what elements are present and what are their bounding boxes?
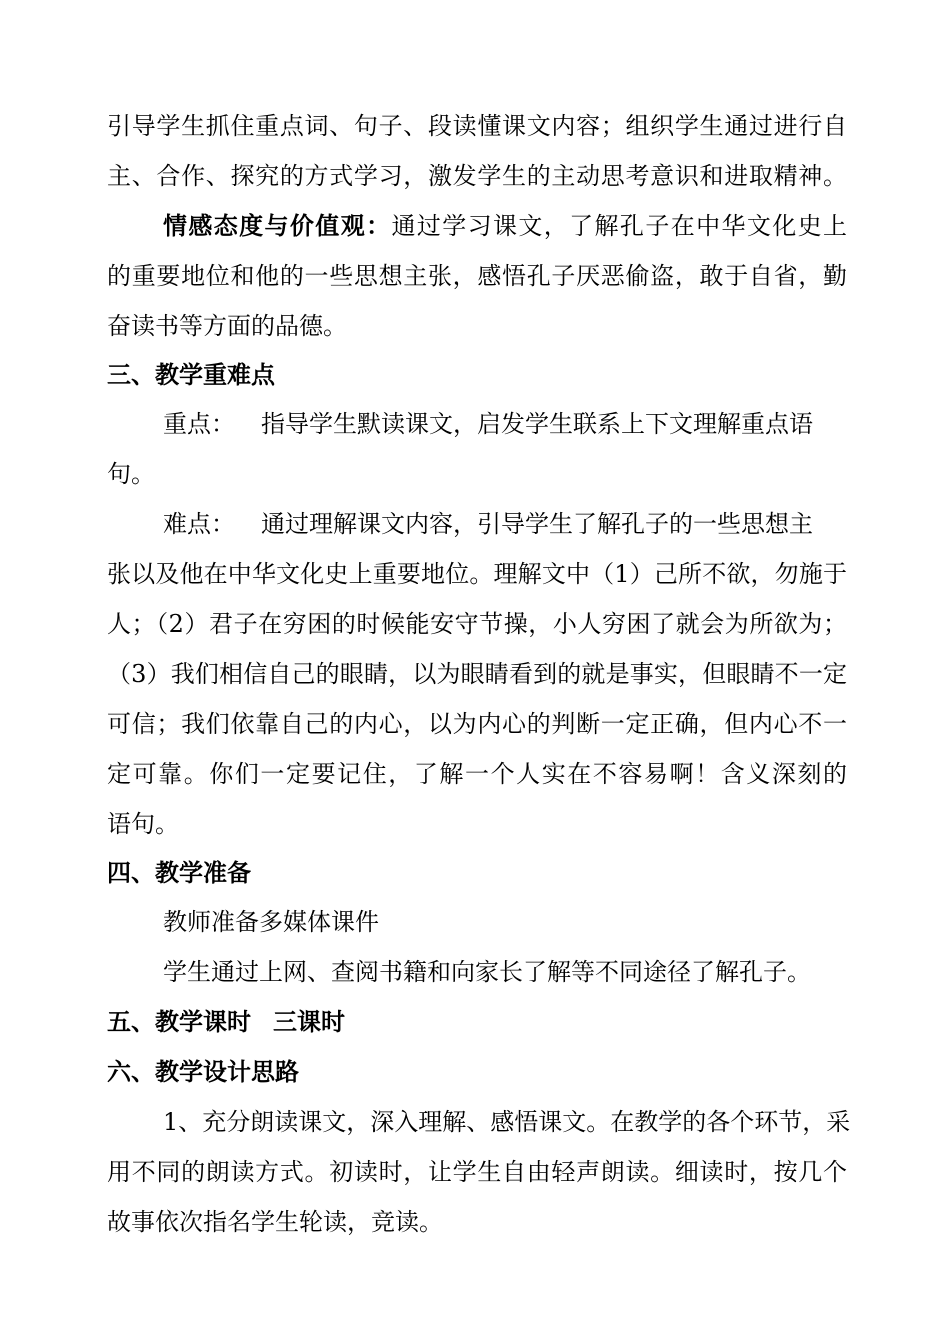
paragraph-line: 用不同的朗读方式。初读时，让学生自由轻声朗读。细读时，按几个 xyxy=(107,1158,847,1186)
paragraph-line: 张以及他在中华文化史上重要地位。理解文中（1）己所不欲，勿施于 xyxy=(107,560,847,588)
key-point-label: 重点： xyxy=(163,410,235,438)
paragraph-line: 主、合作、探究的方式学习，激发学生的主动思考意识和进取精神。 xyxy=(107,162,847,190)
emotion-goal-label: 情感态度与价值观： xyxy=(163,212,392,240)
paragraph-line: 定可靠。你们一定要记住，了解一个人实在不容易啊！含义深刻的 xyxy=(107,760,847,788)
paragraph-line: 引导学生抓住重点词、句子、段读懂课文内容；组织学生通过进行自 xyxy=(107,112,847,140)
emotion-goal-text: 通过学习课文，了解孔子在中华文化史上 xyxy=(391,212,848,240)
paragraph-line: 可信；我们依靠自己的内心，以为内心的判断一定正确，但内心不一 xyxy=(107,710,847,738)
section-heading-5 xyxy=(107,1007,345,1037)
difficulty-text: 通过理解课文内容，引导学生了解孔子的一些思想主 xyxy=(261,510,813,538)
paragraph-line: 语句。 xyxy=(107,810,179,838)
difficulty-label: 难点： xyxy=(163,510,235,538)
paragraph-line: 1、充分朗读课文，深入理解、感悟课文。在教学的各个环节，采 xyxy=(163,1108,851,1136)
difficulty-line xyxy=(163,509,813,539)
paragraph-line: 故事依次指名学生轮读，竞读。 xyxy=(107,1208,443,1236)
section-heading-5-value: 三课时 xyxy=(273,1008,345,1036)
section-heading-5-label: 五、教学课时 xyxy=(107,1008,251,1036)
paragraph-line: 教师准备多媒体课件 xyxy=(163,908,379,936)
section-heading-3: 三、教学重难点 xyxy=(107,361,275,389)
key-point-line xyxy=(163,409,813,439)
paragraph-line: 学生通过上网、查阅书籍和向家长了解等不同途径了解孔子。 xyxy=(163,958,811,986)
section-heading-6: 六、教学设计思路 xyxy=(107,1058,299,1086)
key-point-text: 指导学生默读课文，启发学生联系上下文理解重点语 xyxy=(261,410,813,438)
paragraph-line: （3）我们相信自己的眼睛，以为眼睛看到的就是事实，但眼睛不一定 xyxy=(107,660,847,688)
paragraph-line: 的重要地位和他的一些思想主张，感悟孔子厌恶偷盗，敢于自省，勤 xyxy=(107,262,847,290)
paragraph-line: 人；（2）君子在穷困的时候能安守节操，小人穷困了就会为所欲为； xyxy=(107,610,847,638)
emotion-goal-line xyxy=(163,211,847,241)
paragraph-line: 句。 xyxy=(107,460,155,488)
section-heading-4: 四、教学准备 xyxy=(107,859,251,887)
paragraph-line: 奋读书等方面的品德。 xyxy=(107,312,347,340)
